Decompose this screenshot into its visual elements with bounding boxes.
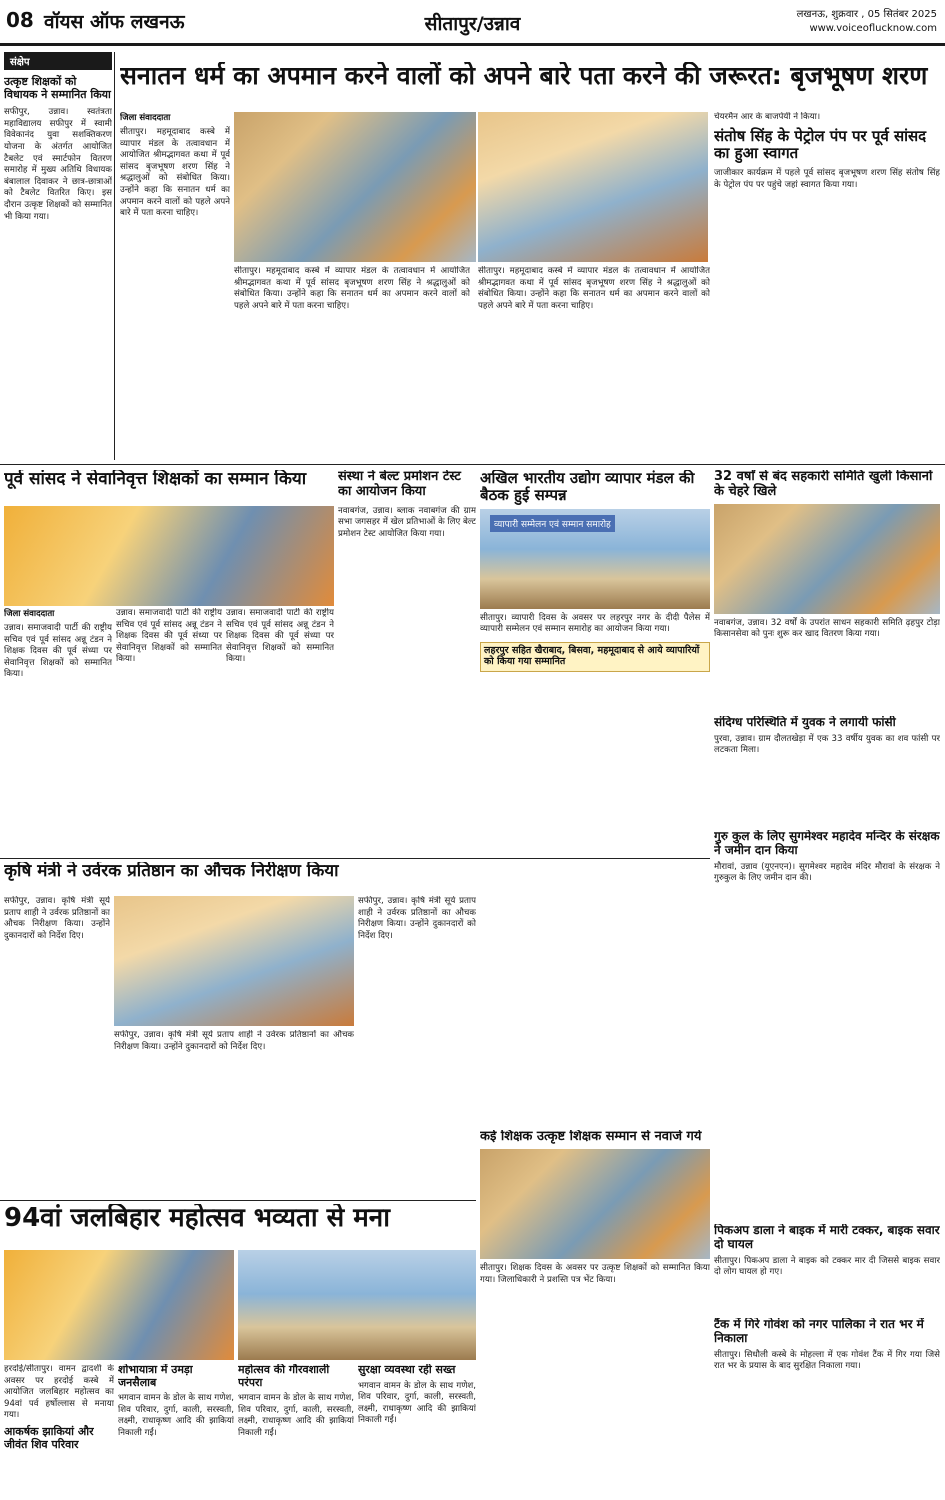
- jalvihar-col2: [118, 1364, 234, 1494]
- shikshak-body: सीतापुर। शिक्षक दिवस के अवसर पर उत्कृष्ट शिक्षकों को सम्मानित किया गया। जिलाधिकारी ने प्रशस्ति पत्र भेंट किया।: [480, 1262, 710, 1285]
- kisan-body: नवाबगंज, उन्नाव। 32 वर्षों के उपरांत साधन सहकारी समिति ढ़हपुर टोड़ा किसानसेवा को पुनः शुरू कर खाद वितरण किया गया।: [714, 617, 940, 640]
- tractor-column: [714, 1318, 940, 1494]
- lead-photo-speaker: [234, 112, 476, 262]
- jalvihar-col1: [4, 1364, 114, 1494]
- santosh-intro: चेयरमैन आर के बाजपेयी ने किया।: [714, 112, 821, 122]
- date-text: लखनऊ, शुक्रवार , 05 सितंबर 2025: [796, 9, 937, 20]
- brief-headline: उत्कृष्ट शिक्षकों को विधायक ने सम्मानित किया: [4, 75, 111, 101]
- lead-body-continued: सीतापुर। महमूदाबाद कस्बे में व्यापार मंडल के तत्वावधान में आयोजित श्रीमद्भागवत कथा में पूर्व सांसद बृजभूषण शरण सिंह ने श्रद्धालुओं को संबोधित किया। उन्होंने कहा कि सनातन धर्म का अपमान करने वालों को पहले अपने बारे में पता करना चाहिए।: [234, 266, 470, 311]
- retired-body-2: उन्नाव। समाजवादी पार्टी की राष्ट्रीय सचिव एवं पूर्व सांसद अन्नू टंडन ने शिक्षक दिवस की पूर्व संध्या पर सेवानिवृत्त शिक्षकों को सम्मानित किया।: [116, 608, 222, 665]
- shikshak-headline: कई शिक्षक उत्कृष्ट शिक्षक सम्मान से नवाजे गये: [480, 1130, 702, 1144]
- edition-title: सीतापुर/उन्नाव: [424, 13, 521, 35]
- jalvihar-headline: 94वां जलबिहार महोत्सव भव्यता से मना: [4, 1204, 390, 1233]
- gurukul-headline: गुरु कुल के लिए सुगमेश्वर महादेव मन्दिर के संरक्षक ने जमीन दान किया: [714, 830, 940, 857]
- belt-column: [338, 470, 476, 854]
- row-divider: [0, 464, 945, 465]
- brief-body: सफीपुर, उन्नाव। स्वतंत्रता महाविद्यालय सफीपुर में स्वामी विवेकानंद युवा सशक्तिकरण योजना के अंतर्गत आयोजित टैबलेट एवं स्मार्टफोन वितरण समारोह में मुख्य अतिथि विधायक बंबालाल दिवाकर ने छात्र-छात्राओं को टैबलेट वितरित किए। इस दौरान उत्कृष्ट शिक्षकों को सम्मानित भी किया गया।: [4, 107, 112, 222]
- jalvihar-sub2: शोभायात्रा में उमड़ा जनसैलाब: [118, 1364, 193, 1389]
- row-divider-3: [0, 1200, 476, 1201]
- tractor-body: सीतापुर। सिधौली कस्बे के मोहल्ला में एक गोवंश टैंक में गिर गया जिसे रात भर के प्रयास के बाद सुरक्षित निकाला गया।: [714, 1349, 940, 1372]
- jalvihar-lead: हरदोई/सीतापुर। वामन द्वादशी के अवसर पर हरदोई कस्बे में आयोजित जलबिहार महोत्सव का 94वां पर्व हर्षोल्लास से मनाया गया।: [4, 1364, 114, 1421]
- brief-label: संक्षेप: [4, 52, 112, 70]
- pickup-body: सीतापुर। पिकअप डाला ने बाइक को टक्कर मार दी जिससे बाइक सवार दो लोग घायल हो गए।: [714, 1255, 940, 1278]
- lead-headline: सनातन धर्म का अपमान करने वालों को अपने बारे पता करने की जरूरत: बृजभूषण शरण: [120, 62, 928, 90]
- lead-photo-stage: [478, 112, 708, 262]
- row-divider-2: [0, 858, 710, 859]
- lead-body-column3: सीतापुर। महमूदाबाद कस्बे में व्यापार मंडल के तत्वावधान में आयोजित श्रीमद्भागवत कथा में पूर्व सांसद बृजभूषण शरण सिंह ने श्रद्धालुओं को संबोधित किया। उन्होंने कहा कि सनातन धर्म का अपमान करने वालों को पहले अपने बारे में पता करना चाहिए।: [478, 266, 710, 311]
- santosh-column: [714, 112, 940, 462]
- site-url: www.voiceoflucknow.com: [809, 23, 937, 34]
- jalvihar-body-3: भगवान वामन के डोल के साथ गणेश, शिव परिवार, दुर्गा, काली, सरस्वती, लक्ष्मी, राधाकृष्ण आदि की झाकियां निकाली गईं।: [358, 1380, 476, 1426]
- retired-headline: पूर्व सांसद ने सेवानिवृत्त शिक्षकों का सम्मान किया: [4, 470, 307, 489]
- jalvihar-col3: [238, 1364, 354, 1494]
- lead-byline: जिला संवाददाता: [120, 113, 171, 123]
- gurukul-body: मौरावां, उन्नाव (यूएनएन)। सुगमेश्वर महादेव मंदिर मौरावां के संरक्षक ने गुरुकुल के लिए जमीन दान की।: [714, 861, 940, 884]
- jalvihar-photo-2: [238, 1250, 476, 1360]
- pickup-column: [714, 1224, 940, 1314]
- udyog-body: सीतापुर। व्यापारी दिवस के अवसर पर लहरपुर नगर के दीदी पैलेस में व्यापारी सम्मेलन एवं सम्मान समारोह का आयोजन किया गया।: [480, 612, 710, 635]
- retired-byline: जिला संवाददाता: [4, 609, 55, 619]
- santosh-body: जाजीकार कार्यक्रम में पहले पूर्व सांसद बृजभूषण शरण सिंह संतोष सिंह के पेट्रोल पंप पर पहुंचे जहां स्वागत किया गया।: [714, 168, 940, 190]
- udyog-banner: व्यापारी सम्मेलन एवं सम्मान समारोह: [490, 515, 615, 532]
- page-number: 08: [6, 8, 34, 32]
- kisan-photo: [714, 504, 940, 614]
- krishi-body: सफीपुर, उन्नाव। कृषि मंत्री सूर्य प्रताप शाही ने उर्वरक प्रतिष्ठानों का औचक निरीक्षण किया। उन्होंने दुकानदारों को निर्देश दिए।: [4, 896, 110, 941]
- jalvihar-body: भगवान वामन के डोल के साथ गणेश, शिव परिवार, दुर्गा, काली, सरस्वती, लक्ष्मी, राधाकृष्ण आदि की झाकियां निकाली गईं।: [118, 1393, 234, 1439]
- krishi-body-2: सफीपुर, उन्नाव। कृषि मंत्री सूर्य प्रताप शाही ने उर्वरक प्रतिष्ठानों का औचक निरीक्षण किया। उन्होंने दुकानदारों को निर्देश दिए।: [114, 1030, 354, 1052]
- jalvihar-photo-1: [4, 1250, 234, 1360]
- jalvihar-col4: [358, 1364, 476, 1494]
- jalvihar-sub1: आकर्षक झाकियां और जीवंत शिव परिवार: [4, 1424, 94, 1451]
- tractor-headline: टैंक में गिरे गोवंश को नगर पालिका ने रात भर में निकाला: [714, 1318, 924, 1345]
- suspect-column: [714, 716, 940, 826]
- brief-column: [4, 52, 112, 460]
- lahrpur-box: लहरपुर सहित खैराबाद, बिसवा, महमूदाबाद से आये व्यापारियों को किया गया सम्मानित: [480, 642, 710, 672]
- masthead: [0, 0, 945, 46]
- udyog-column: [480, 470, 710, 854]
- suspect-headline: संदिग्ध परिस्थिति में युवक ने लगायी फांसी: [714, 716, 896, 729]
- udyog-photo: [480, 509, 710, 609]
- krishi-photo: [114, 896, 354, 1026]
- krishi-body-3: सफीपुर, उन्नाव। कृषि मंत्री सूर्य प्रताप शाही ने उर्वरक प्रतिष्ठानों का औचक निरीक्षण किया। उन्होंने दुकानदारों को निर्देश दिए।: [358, 896, 476, 941]
- belt-headline: संस्था ने बेल्ट प्रमोशन टेस्ट का आयोजन किया: [338, 470, 461, 499]
- jalvihar-sub3: महोत्सव की गौरवशाली परंपरा: [238, 1364, 330, 1389]
- jalvihar-body-2: भगवान वामन के डोल के साथ गणेश, शिव परिवार, दुर्गा, काली, सरस्वती, लक्ष्मी, राधाकृष्ण आदि की झाकियां निकाली गईं।: [238, 1393, 354, 1439]
- retired-photo: [4, 506, 334, 606]
- jalvihar-sub4: सुरक्षा व्यवस्था रही सख्त: [358, 1364, 456, 1376]
- krishi-headline: कृषि मंत्री ने उर्वरक प्रतिष्ठान का औचक निरीक्षण किया: [4, 862, 339, 881]
- retired-body: उन्नाव। समाजवादी पार्टी की राष्ट्रीय सचिव एवं पूर्व सांसद अन्नू टंडन ने शिक्षक दिवस की पूर्व संध्या पर सेवानिवृत्त शिक्षकों को सम्मानित किया।: [4, 623, 112, 680]
- retired-body-3: उन्नाव। समाजवादी पार्टी की राष्ट्रीय सचिव एवं पूर्व सांसद अन्नू टंडन ने शिक्षक दिवस की पूर्व संध्या पर सेवानिवृत्त शिक्षकों को सम्मानित किया।: [226, 608, 334, 665]
- suspect-body: पुरवा, उन्नाव। ग्राम दौलतखेड़ा में एक 33 वर्षीय युवक का शव फांसी पर लटकता मिला।: [714, 733, 940, 756]
- kisan-column: [714, 470, 940, 712]
- date-block: [797, 8, 937, 36]
- retired-text: [4, 608, 112, 854]
- gurukul-column: [714, 830, 940, 950]
- pickup-headline: पिकअप डाला ने बाइक में मारी टक्कर, बाइक सवार दो घायल: [714, 1224, 940, 1251]
- lead-body: सीतापुर। महमूदाबाद कस्बे में व्यापार मंडल के तत्वावधान में आयोजित श्रीमद्भागवत कथा में पूर्व सांसद बृजभूषण शरण सिंह ने श्रद्धालुओं को संबोधित किया। उन्होंने कहा कि सनातन धर्म का अपमान करने वालों को पहले अपने बारे में पता करना चाहिए।: [120, 127, 230, 219]
- belt-body: नवाबगंज, उन्नाव। ब्लाक नवाबगंज की ग्राम सभा जगसहर में खेल प्रतिभाओं के लिए बेल्ट प्रमोशन टेस्ट आयोजित किया गया।: [338, 505, 476, 540]
- udyog-headline: अखिल भारतीय उद्योग व्यापार मंडल की बैठक हुई सम्पन्न: [480, 470, 695, 505]
- lead-text-column: [120, 112, 230, 460]
- santosh-headline: संतोष सिंह के पेट्रोल पंप पर पूर्व सांसद का हुआ स्वागत: [714, 126, 927, 162]
- shikshak-photo: [480, 1149, 710, 1259]
- paper-name: वॉयस ऑफ लखनऊ: [44, 11, 185, 33]
- kisan-headline: 32 वर्षों से बंद सहकारी समिति खुली किसानों के चेहरे खिले: [714, 470, 933, 499]
- column-divider: [114, 52, 115, 460]
- shikshak-column: [480, 1130, 710, 1494]
